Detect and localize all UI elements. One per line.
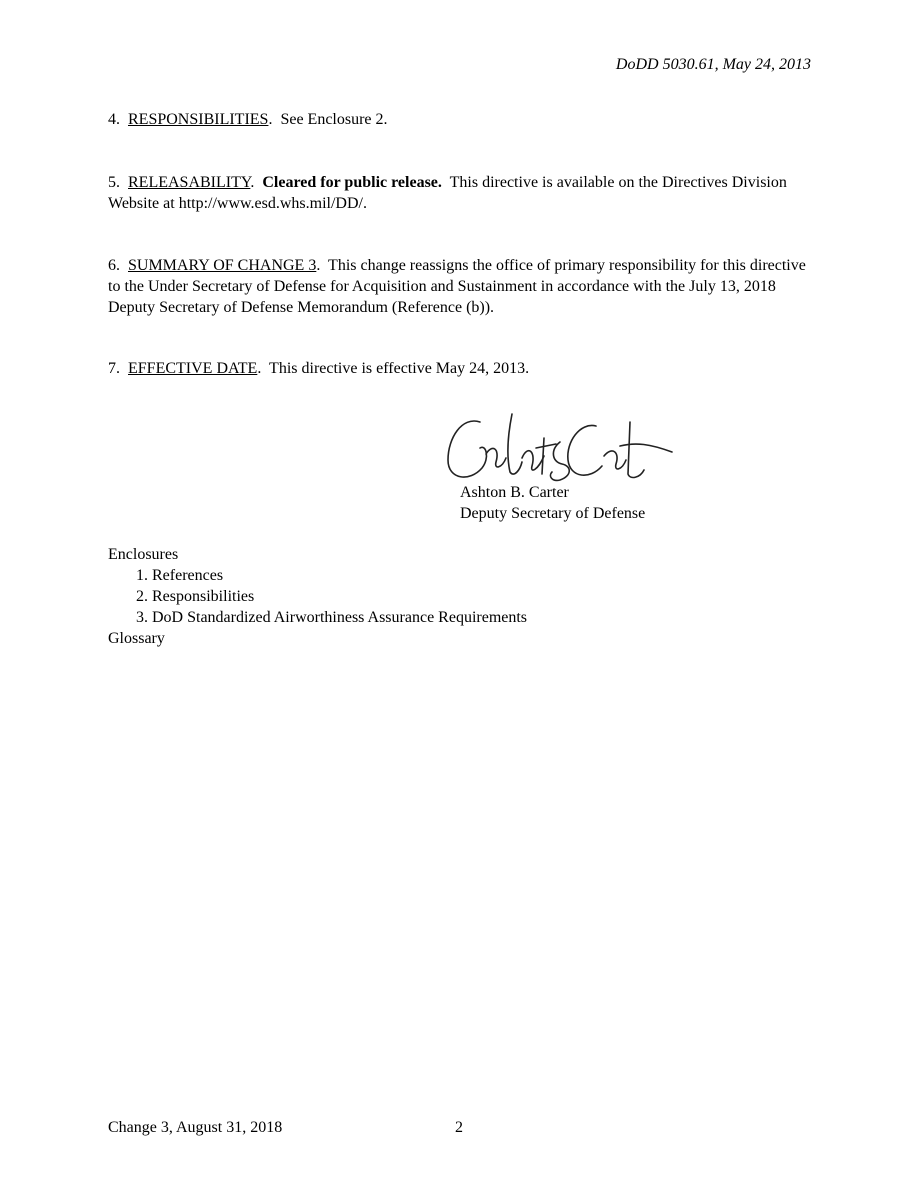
glossary-label: Glossary [108, 630, 165, 647]
section-text: See Enclosure 2. [280, 111, 388, 128]
enclosure-item: 2. Responsibilities [136, 588, 255, 605]
section-effective-date: 7. EFFECTIVE DATE. This directive is effective May 24, 2013. [108, 360, 530, 377]
section-number: 7. [108, 360, 120, 377]
section-heading: SUMMARY OF CHANGE 3 [128, 257, 317, 274]
section-number: 5. [108, 174, 120, 191]
section-heading: EFFECTIVE DATE [128, 360, 258, 377]
enclosures-list [108, 544, 527, 649]
release-statement: Cleared for public release. [262, 174, 442, 191]
signature-block [460, 482, 645, 524]
section-releasability: 5. RELEASABILITY. Cleared for public release. This directive is available on the Directives Division Website at http://www.esd.whs.mil/DD/. [108, 174, 787, 212]
enclosure-item: 1. References [136, 567, 224, 584]
enclosure-item: 3. DoD Standardized Airworthiness Assurance Requirements [136, 609, 528, 626]
section-number: 6. [108, 257, 120, 274]
footer-change-note: Change 3, August 31, 2018 [108, 1119, 283, 1136]
handwritten-signature [440, 408, 680, 488]
enclosures-heading: Enclosures [108, 546, 179, 563]
signer-title: Deputy Secretary of Defense [460, 505, 646, 522]
section-responsibilities: 4. RESPONSIBILITIES. See Enclosure 2. [108, 111, 388, 128]
section-heading: RELEASABILITY [128, 174, 251, 191]
section-heading: RESPONSIBILITIES [128, 111, 269, 128]
section-text: This change reassigns the office of primary responsibility for this directive to the Under Secretary of Defense for Acquisition and Sustainment in accordance with the July 13, 2018 Deputy Secretary of Defense Memorandum (Reference (b)). [108, 257, 806, 316]
section-summary-of-change: 6. SUMMARY OF CHANGE 3. This change reassigns the office of primary responsibility for this directive to the Under Secretary of Defense for Acquisition and Sustainment in accordance with the July 13, 2018 Deputy Secretary of Defense Memorandum (Reference (b)). [108, 257, 806, 316]
section-text: This directive is available on the Directives Division Website at http://www.esd.whs.mil/DD/. [108, 174, 787, 212]
running-header: DoDD 5030.61, May 24, 2013 [615, 56, 811, 73]
signer-name: Ashton B. Carter [460, 484, 569, 501]
section-text: This directive is effective May 24, 2013. [269, 360, 530, 377]
section-number: 4. [108, 111, 120, 128]
page-number: 2 [455, 1119, 463, 1136]
